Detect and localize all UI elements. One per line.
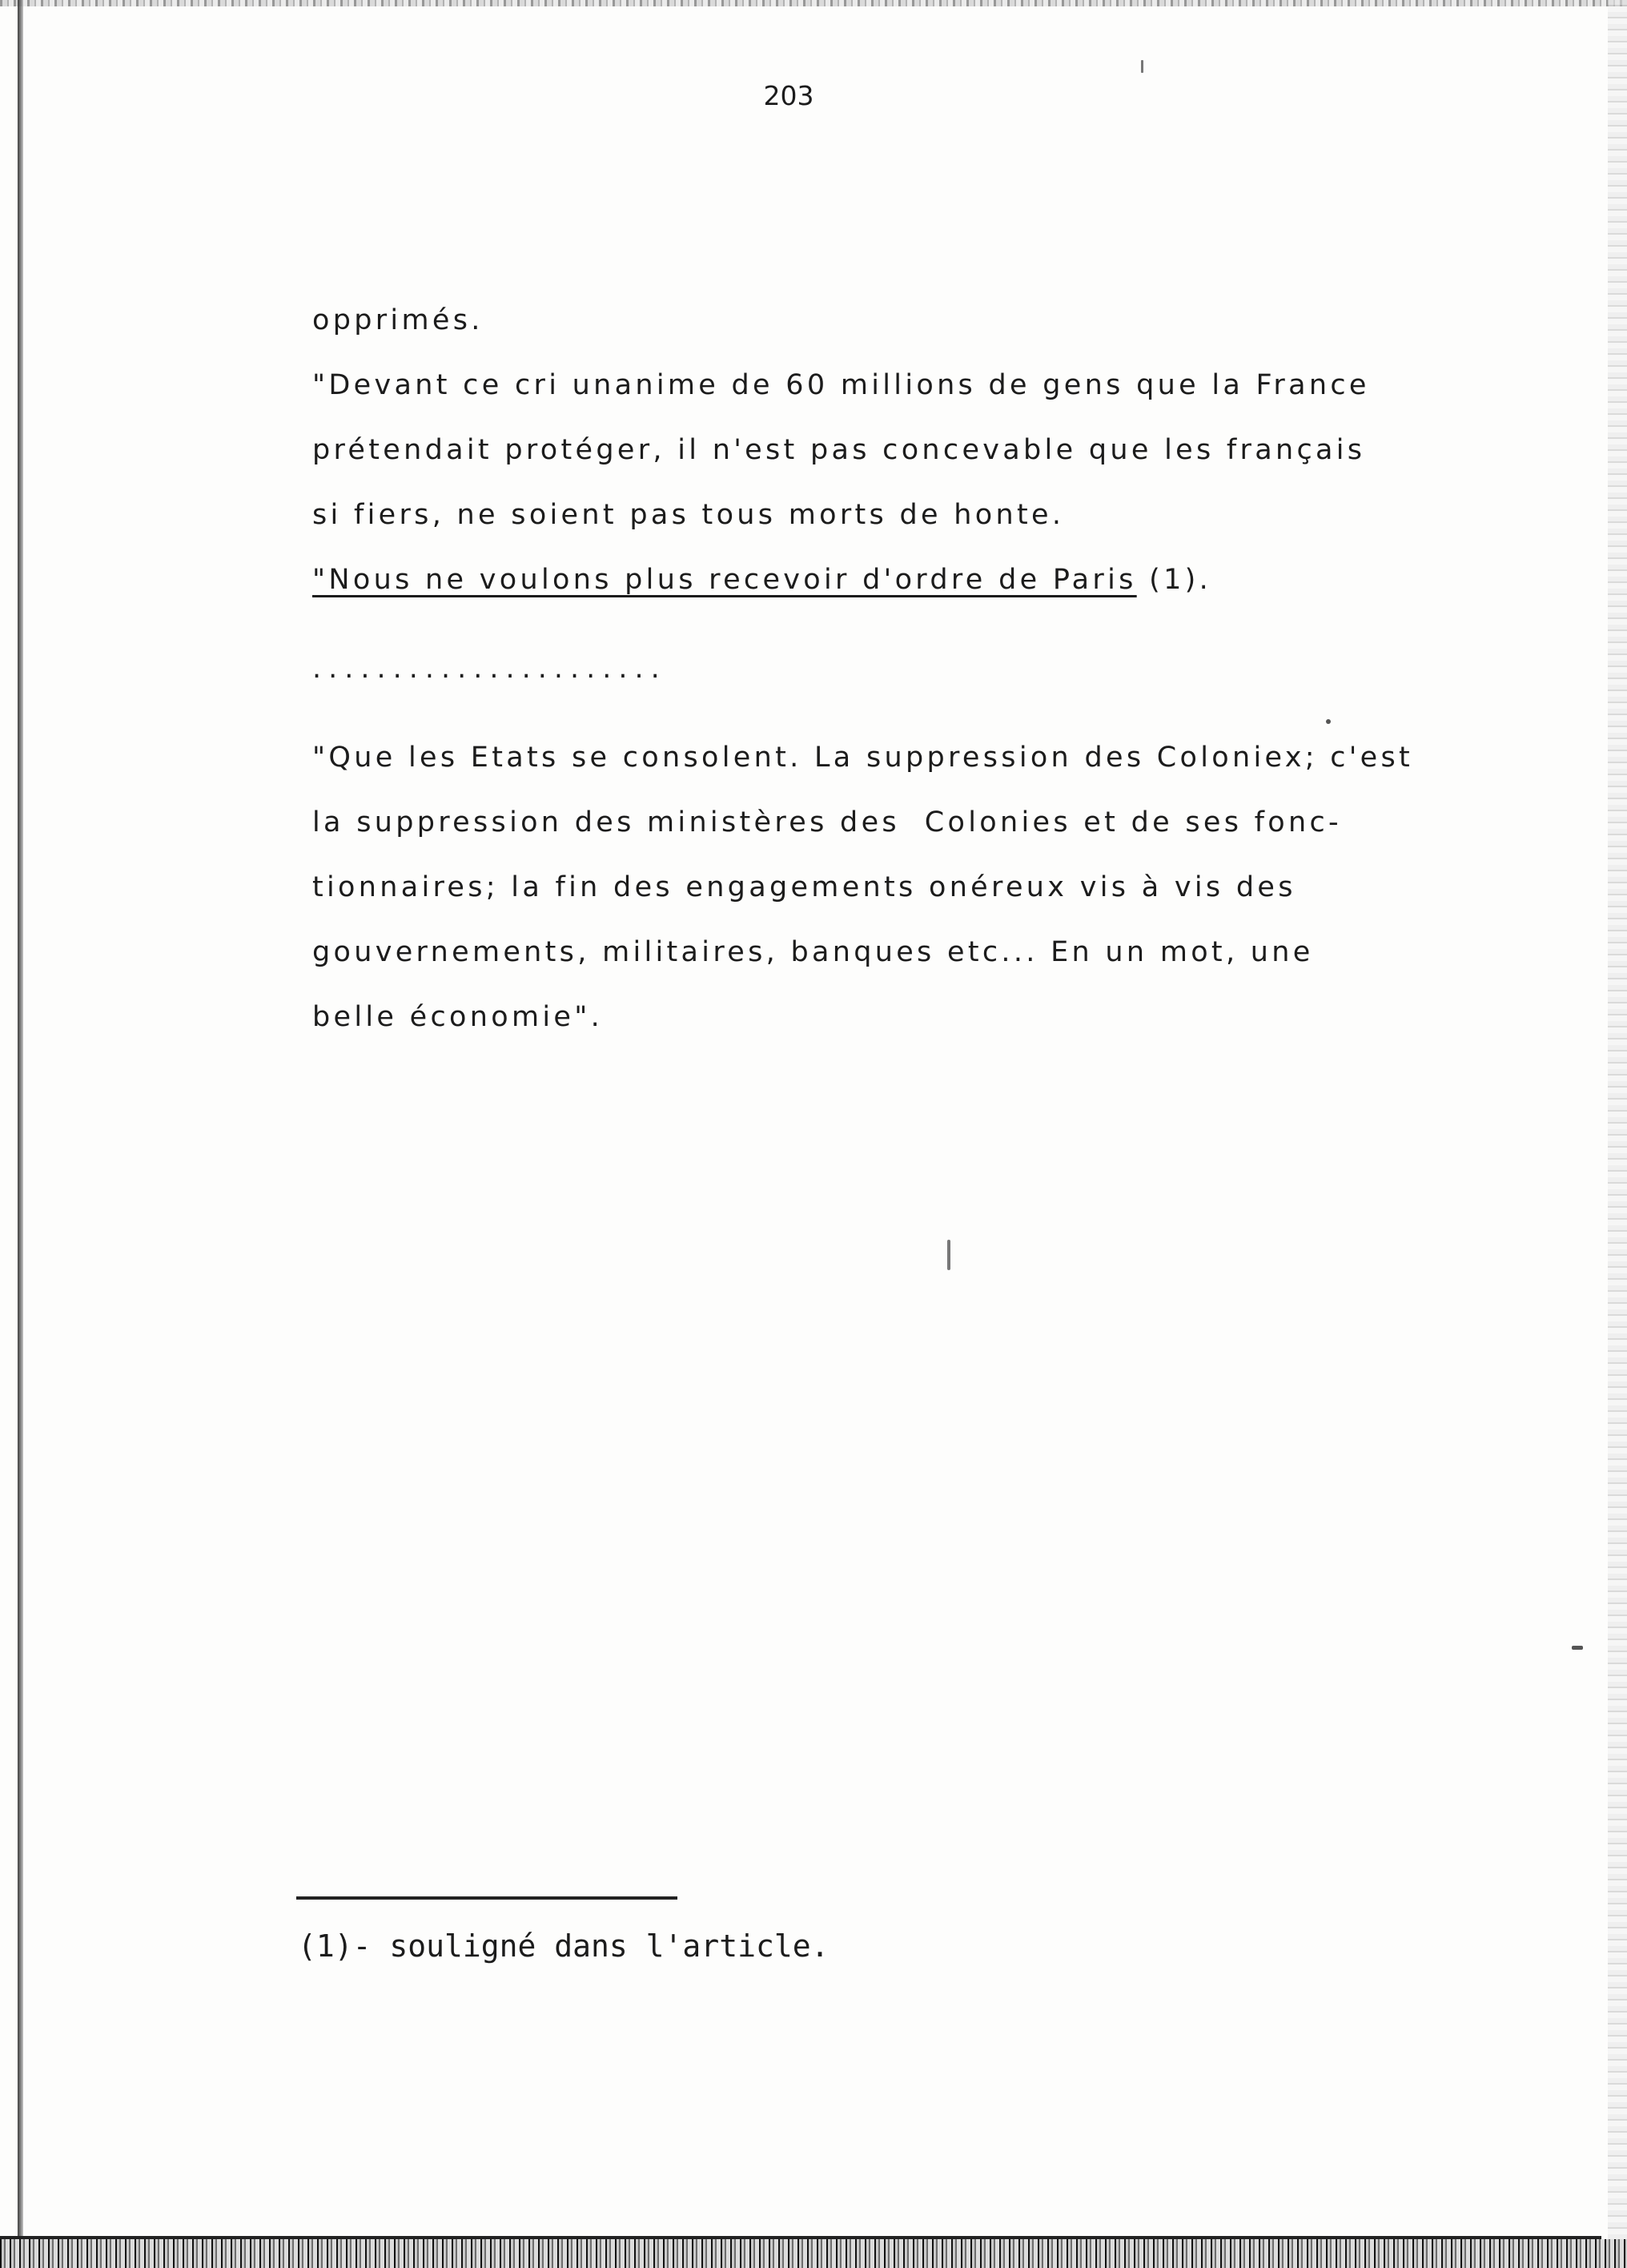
paragraph-1-line-4: si fiers, ne soient pas tous morts de honte.: [312, 499, 1065, 531]
footnote-separator: [296, 1896, 677, 1900]
scan-left-edge: [18, 0, 23, 2242]
paragraph-2-line-3: tionnaires; la fin des engagements onéreux vis à vis des: [312, 871, 1296, 903]
paragraph-2-line-4: gouvernements, militaires, banques etc... En un mot, une: [312, 936, 1314, 968]
underlined-quote: "Nous ne voulons plus recevoir d'ordre de Paris: [312, 564, 1137, 596]
paragraph-2-line-1: "Que les Etats se consolent. La suppression des Coloniex; c'est: [312, 742, 1414, 774]
paragraph-2-line-2: la suppression des ministères des Colonies et de ses fonc-: [312, 806, 1342, 838]
scan-right-edge: [1608, 0, 1627, 2268]
scan-speck: [1572, 1646, 1583, 1650]
footnote-text: (1)- souligné dans l'article.: [298, 1928, 830, 1964]
scan-speck: [1141, 60, 1143, 73]
paragraph-1-line-1: opprimés.: [312, 304, 484, 336]
paragraph-1-line-3: prétendait protéger, il n'est pas concevable que les français: [312, 434, 1366, 466]
paragraph-1-line-2: "Devant ce cri unanime de 60 millions de gens que la France: [312, 369, 1370, 401]
scan-speck: [947, 1240, 950, 1270]
paragraph-2-line-5: belle économie".: [312, 1001, 604, 1033]
page-number: 203: [763, 80, 814, 111]
scan-bottom-edge: [0, 2239, 1627, 2268]
ellipsis-line: ......................: [312, 653, 667, 685]
body-text: [312, 288, 1609, 1050]
scan-top-edge: [0, 0, 1627, 6]
paragraph-1-quote-line: [312, 548, 1609, 613]
scan-speck: [1326, 719, 1331, 724]
footnote-reference: (1).: [1136, 564, 1212, 596]
